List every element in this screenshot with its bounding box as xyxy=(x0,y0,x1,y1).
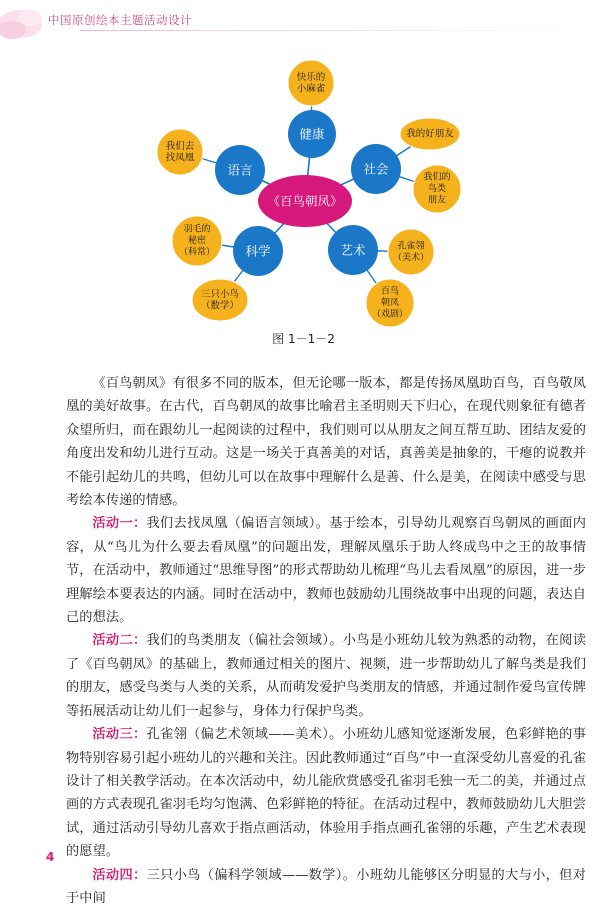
node-label: 秘密 xyxy=(187,236,207,246)
leaf-node-find-phoenix xyxy=(157,129,203,175)
node-label: （美术） xyxy=(392,252,430,263)
leaf-node-peacock-art xyxy=(388,229,434,275)
node-label: 我的好朋友 xyxy=(406,128,454,140)
leaf-node-bainiao-drama xyxy=(366,279,414,327)
mind-map-diagram xyxy=(0,40,607,330)
paragraph-activity-1 xyxy=(66,512,586,629)
domain-node-science xyxy=(233,226,283,276)
leaf-node-bird-friends xyxy=(413,165,461,213)
paragraph-text: 《百鸟朝凤》有很多不同的版本，但无论哪一版本，都是传扬凤凰助百鸟，百鸟敬凤凰的美好故事。在古代，百鸟朝凤的故事比喻君主圣明则天下归心，在现代则象征有德者众望所归，而在跟幼儿一起阅读的过程中，我们则可以从朋友之间互帮互助、团结友爱的角度出发和幼儿进行互动。这是一场关于真善美的对话，真善美是抽象的，干瘪的说教并不能引起幼儿的共鸣，但幼儿可以在故事中理解什么是善、什么是美，在阅读中感受与思考绘本传递的情感。 xyxy=(66,376,586,509)
node-label: 社会 xyxy=(363,161,389,177)
activity-label: 活动四： xyxy=(92,867,147,883)
activity-label: 活动一： xyxy=(92,516,147,532)
node-label: （科常） xyxy=(178,247,216,258)
node-label: 找凤凰 xyxy=(165,152,195,164)
node-label: 我们的 xyxy=(423,172,451,183)
header-title: 中国原创绘本主题活动设计 xyxy=(48,13,192,27)
node-label: 百鸟 xyxy=(380,286,400,297)
paragraph-activity-2 xyxy=(66,629,586,723)
node-label: 朋友 xyxy=(427,195,447,206)
paragraph-intro xyxy=(66,372,586,512)
node-label: 三只小鸟 xyxy=(200,288,240,300)
paragraph-text: 我们的鸟类朋友（偏社会领域）。小鸟是小班幼儿较为熟悉的动物，在阅读了《百鸟朝凤》的基础上，教师通过相关的图片、视频，进一步帮助幼儿了解鸟类是我们的朋友，感受鸟类与人类的关系，从而萌发爱护鸟类朋友的情感，并通过制作爱鸟宣传牌等拓展活动让幼儿们一起参与，身体力行保护鸟类。 xyxy=(66,633,586,719)
figure-caption: 图 1－1－2 xyxy=(272,332,335,346)
domain-node-language xyxy=(215,145,265,195)
domain-node-health xyxy=(288,110,336,158)
activity-label: 活动二： xyxy=(92,633,147,649)
page-number: 4 xyxy=(46,850,55,864)
domain-node-art xyxy=(328,225,378,275)
leaf-node-happy-sparrow xyxy=(288,60,334,106)
node-label: 小麻雀 xyxy=(296,83,326,95)
node-label: 语言 xyxy=(227,162,253,178)
center-node-title xyxy=(258,175,352,227)
body-text xyxy=(66,372,586,910)
node-label: 艺术 xyxy=(340,242,366,258)
node-label: 朝凤 xyxy=(380,298,400,308)
node-label: 快乐的 xyxy=(296,71,326,83)
node-label: 《百鸟朝凤》 xyxy=(267,193,343,209)
node-label: （戏剧） xyxy=(371,309,409,320)
header-divider xyxy=(80,30,590,31)
activity-label: 活动三： xyxy=(92,727,147,743)
leaf-node-feather-secret xyxy=(172,216,222,266)
paragraph-text: 三只小鸟（偏科学领域——数学）。小班幼儿能够区分明显的大与小，但对于中间 xyxy=(66,867,586,906)
center-node xyxy=(258,175,352,227)
domain-node-social xyxy=(351,144,401,194)
node-label: 科学 xyxy=(245,243,271,259)
node-label: 孔雀翎 xyxy=(397,241,425,252)
paragraph-activity-3 xyxy=(66,723,586,863)
node-label: （数学） xyxy=(200,300,240,312)
leaf-node-good-friend xyxy=(400,118,460,150)
node-label: 鸟类 xyxy=(427,184,447,194)
paragraph-text: 孔雀翎（偏艺术领域——美术）。小班幼儿感知觉逐渐发展，色彩鲜艳的事物特别容易引起小班幼儿的兴趣和关注。因此教师通过“百鸟”中一直深受幼儿喜爱的孔雀设计了相关教学活动。在本次活动中，幼儿能欣赏感受孔雀羽毛独一无二的美，并通过点画的方式表现孔雀羽毛均匀饱满、色彩鲜艳的特征。在活动过程中，教师鼓励幼儿大胆尝试，通过活动引导幼儿喜欢于指点画活动，体验用手指点画孔雀翎的乐趣，产生艺术表现的愿望。 xyxy=(66,727,586,860)
paragraph-text: 我们去找凤凰（偏语言领域）。基于绘本，引导幼儿观察百鸟朝凤的画面内容，从“鸟儿为什么要去看凤凰”的问题出发，理解凤凰乐于助人终成鸟中之王的故事情节，在活动中，教师通过“思维导图”的形式帮助幼儿梳理“鸟儿去看凤凰”的原因，进一步理解绘本要表达的内涵。同时在活动中，教师也鼓励幼儿围绕故事中出现的问题，表达自己的想法。 xyxy=(66,516,586,626)
node-label: 我们去 xyxy=(165,140,195,152)
node-label: 健康 xyxy=(299,126,325,142)
node-label: 羽毛的 xyxy=(183,224,211,235)
leaf-node-three-birds xyxy=(192,279,248,321)
paragraph-activity-4 xyxy=(66,864,586,910)
